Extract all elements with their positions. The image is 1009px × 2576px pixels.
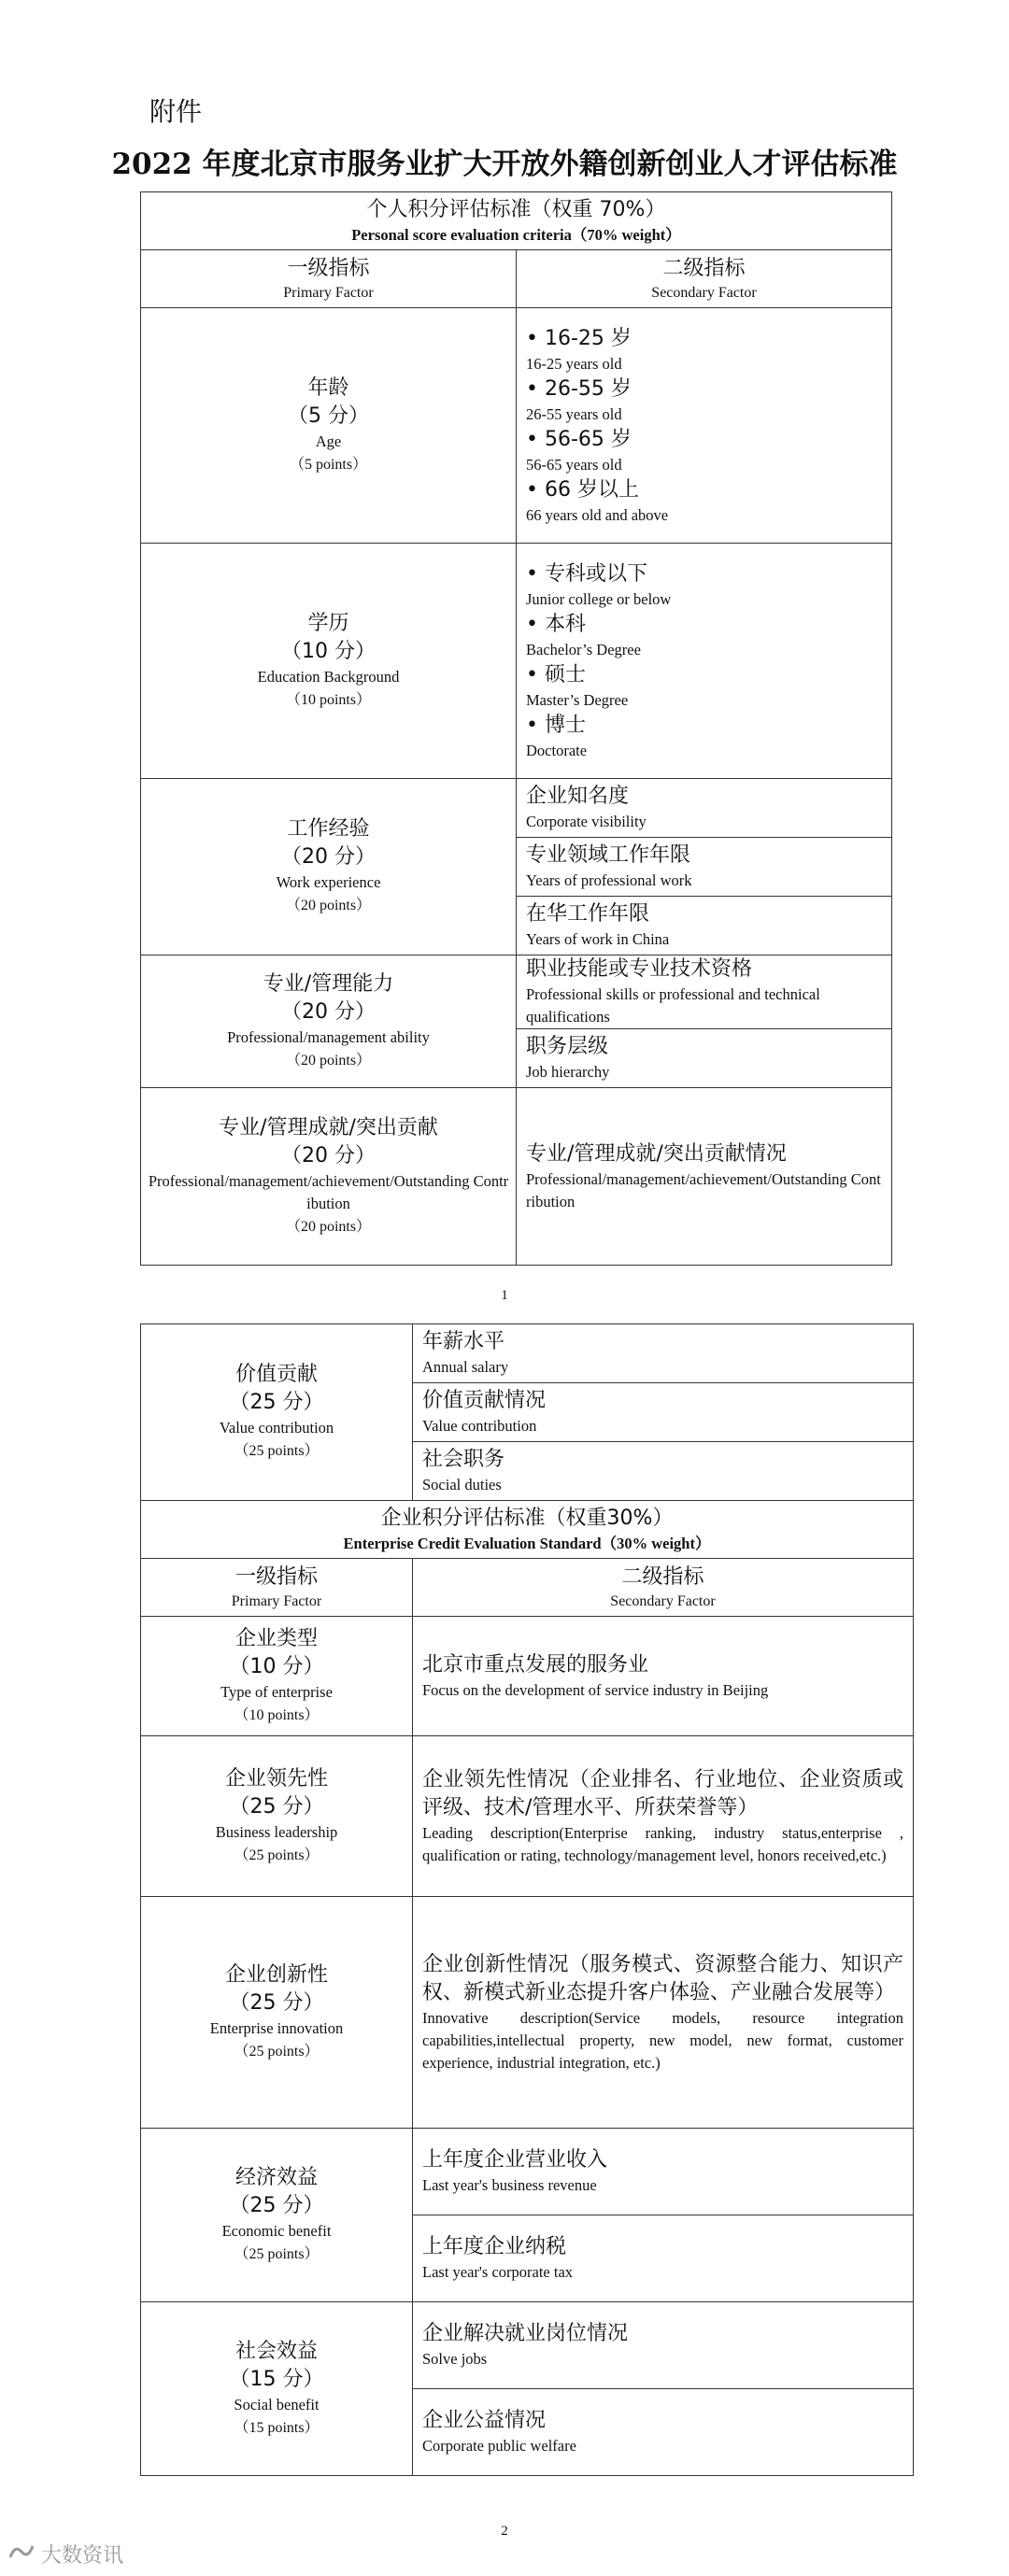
enterprise-title-en: Enterprise Credit Evaluation Standard（30% weight）	[343, 1534, 711, 1552]
list-item: • 专科或以下	[526, 560, 882, 588]
enterprise-section-header	[141, 1501, 914, 1559]
factor-points-zh: （5 分）	[288, 403, 369, 428]
factor-name-en: Type of enterprise	[220, 1682, 333, 1701]
watermark	[7, 2540, 123, 2569]
factor-points-zh: （20 分）	[281, 1143, 376, 1168]
list-item-en: Bachelor’s Degree	[526, 640, 641, 658]
factor-points-zh: （25 分）	[229, 1391, 324, 1414]
document-title: 2022 年度北京市服务业扩大开放外籍创新创业人才评估标准	[111, 148, 898, 181]
list-item: 企业知名度	[526, 785, 630, 808]
secondary-cell	[517, 1088, 892, 1266]
list-item-en: Corporate visibility	[526, 813, 647, 830]
primary-factor-en: Primary Factor	[283, 284, 374, 301]
factor-name-zh: 社会效益	[234, 2339, 318, 2363]
list-item: 职务层级	[526, 1035, 609, 1058]
table-row	[141, 308, 892, 544]
list-item: 专业领域工作年限	[526, 843, 691, 867]
list-item: • 硕士	[526, 661, 882, 689]
list-item-en: Junior college or below	[526, 589, 672, 608]
list-item-en: Innovative description(Service models, resource integration capabilities,intellectual property, new model, new format, customer experience, industrial integration, etc.)	[422, 2008, 903, 2072]
secondary-cell	[517, 955, 892, 1029]
primary-cell	[141, 544, 517, 779]
factor-points-en: （25 points）	[234, 1847, 320, 1863]
list-item: 北京市重点发展的服务业	[422, 1652, 649, 1677]
factor-name-zh: 价值贡献	[234, 1363, 318, 1386]
annex-label: 附件	[149, 96, 203, 127]
secondary-cell	[517, 897, 892, 955]
factor-points-en: （20 points）	[285, 1218, 372, 1235]
secondary-cell	[413, 1736, 914, 1897]
factor-name-en: Enterprise innovation	[209, 2018, 344, 2037]
list-item-en: Years of professional work	[526, 871, 692, 889]
primary-factor-en: Primary Factor	[231, 1592, 322, 1609]
secondary-factor-zh: 二级指标	[621, 1564, 704, 1589]
factor-name-en: Business leadership	[215, 1822, 338, 1841]
list-item: 上年度企业营业收入	[422, 2148, 608, 2172]
list-item-en: Years of work in China	[526, 930, 670, 948]
secondary-factor-header	[517, 250, 892, 308]
list-item: 职业技能或专业技术资格	[526, 957, 753, 981]
secondary-cell	[413, 1617, 914, 1736]
secondary-cell	[517, 779, 892, 838]
factor-name-en: Professional/management/achievement/Outstanding Contribution	[148, 1171, 509, 1212]
list-item-en: Annual salary	[422, 1358, 509, 1376]
factor-name-en: Education Background	[257, 667, 400, 686]
factor-points-en: （20 points）	[285, 898, 372, 913]
table-row	[141, 955, 892, 1029]
factor-points-en: （5 points）	[289, 456, 368, 473]
factor-points-zh: （10 分）	[229, 1654, 324, 1678]
table-row	[141, 1088, 892, 1266]
list-item-en: Focus on the development of service industry in Beijing	[422, 1680, 769, 1699]
list-item-en: Solve jobs	[422, 2350, 488, 2368]
factor-points-zh: （25 分）	[229, 1794, 324, 1819]
list-item-en: Last year's corporate tax	[422, 2263, 574, 2281]
list-item: 年薪水平	[422, 1330, 505, 1353]
secondary-cell	[517, 1029, 892, 1088]
secondary-cell	[413, 1442, 914, 1501]
list-item: 社会职务	[422, 1448, 505, 1471]
list-item-en: Value contribution	[422, 1417, 537, 1435]
enterprise-criteria-table	[140, 1323, 914, 2476]
factor-points-en: （25 points）	[234, 2043, 320, 2059]
list-item: • 56-65 岁	[526, 426, 882, 454]
secondary-cell	[517, 308, 892, 544]
primary-cell	[141, 1617, 413, 1736]
table-row	[141, 1897, 914, 2129]
factor-name-en: Work experience	[276, 873, 381, 891]
list-item-en: Corporate public welfare	[422, 2437, 576, 2455]
factor-points-zh: （25 分）	[229, 1990, 324, 2015]
factor-points-en: （10 points）	[285, 691, 372, 708]
watermark-logo-icon	[7, 2541, 36, 2569]
primary-cell	[141, 1736, 413, 1897]
secondary-cell	[413, 2129, 914, 2215]
factor-points-en: （20 points）	[285, 1052, 372, 1069]
secondary-cell	[413, 1383, 914, 1442]
secondary-factor-en: Secondary Factor	[651, 284, 757, 301]
primary-cell	[141, 1324, 413, 1501]
factor-name-zh: 年龄	[307, 375, 349, 400]
personal-title-zh: 个人积分评估标准（权重 70%）	[366, 197, 666, 221]
factor-points-zh: （20 分）	[281, 999, 376, 1024]
list-item-en: 56-65 years old	[526, 455, 622, 474]
factor-name-en: Value contribution	[219, 1419, 334, 1437]
secondary-cell	[413, 1897, 914, 2129]
secondary-factor-header	[413, 1559, 914, 1617]
factor-name-zh: 企业类型	[234, 1626, 318, 1650]
factor-name-zh: 学历	[307, 611, 349, 635]
factor-points-zh: （20 分）	[281, 845, 376, 869]
list-item-en: 66 years old and above	[526, 505, 669, 524]
list-item: 专业/管理成就/突出贡献情况	[526, 1141, 787, 1166]
list-item: 企业创新性情况（服务模式、资源整合能力、知识产权、新模式新业态提升客户体验、产业融合发展等）	[422, 1952, 903, 2004]
factor-points-en: （25 points）	[234, 1443, 320, 1459]
personal-title-en: Personal score evaluation criteria（70% weight）	[351, 225, 681, 244]
personal-criteria-table	[140, 191, 892, 1266]
factor-name-zh: 经济效益	[234, 2165, 318, 2189]
list-item: 在华工作年限	[526, 902, 650, 926]
list-item: 企业领先性情况（企业排名、行业地位、企业资质或评级、技术/管理水平、所获荣誉等）	[422, 1767, 903, 1819]
list-item: • 26-55 岁	[526, 375, 882, 403]
secondary-factor-zh: 二级指标	[662, 256, 746, 280]
table-row	[141, 1736, 914, 1897]
table-row	[141, 779, 892, 838]
factor-name-en: Professional/management ability	[227, 1027, 430, 1046]
factor-name-zh: 企业领先性	[224, 1766, 328, 1790]
table-row	[141, 2302, 914, 2389]
factor-name-zh: 专业/管理能力	[263, 971, 394, 996]
factor-name-zh: 专业/管理成就/突出贡献	[219, 1115, 438, 1139]
watermark-text: 大数资讯	[41, 2544, 124, 2568]
list-item-en: Social duties	[422, 1476, 502, 1493]
list-item-en: Doctorate	[526, 741, 588, 759]
table-row	[141, 1324, 914, 1383]
secondary-factor-en: Secondary Factor	[610, 1592, 716, 1609]
secondary-cell	[413, 2302, 914, 2389]
primary-cell	[141, 2129, 413, 2302]
primary-cell	[141, 955, 517, 1088]
list-item: 上年度企业纳税	[422, 2235, 567, 2258]
table-row	[141, 544, 892, 779]
secondary-cell	[517, 838, 892, 897]
list-item-en: Professional/management/achievement/Outstanding Contribution	[526, 1169, 881, 1210]
secondary-cell	[517, 544, 892, 779]
primary-cell	[141, 1897, 413, 2129]
factor-name-en: Age	[315, 432, 342, 450]
factor-points-en: （15 points）	[234, 2419, 320, 2436]
list-item: 价值贡献情况	[422, 1389, 547, 1412]
factor-name-en: Social benefit	[234, 2395, 320, 2413]
enterprise-title-zh: 企业积分评估标准（权重30%）	[380, 1506, 674, 1530]
secondary-cell	[413, 1324, 914, 1383]
secondary-cell	[413, 2389, 914, 2476]
list-item-en: Master’s Degree	[526, 690, 629, 709]
factor-name-zh: 工作经验	[287, 817, 370, 841]
list-item: • 66 岁以上	[526, 476, 882, 504]
primary-factor-header	[141, 1559, 413, 1617]
list-item-en: Last year's business revenue	[422, 2176, 597, 2194]
list-item-en: Professional skills or professional and technical qualifications	[526, 985, 820, 1026]
table-row	[141, 2129, 914, 2215]
list-item: • 16-25 岁	[526, 325, 882, 353]
factor-name-en: Economic benefit	[221, 2221, 332, 2240]
primary-cell	[141, 308, 517, 544]
table-row	[141, 1617, 914, 1736]
primary-cell	[141, 779, 517, 955]
factor-points-zh: （15 分）	[229, 2367, 324, 2391]
list-item-en: Job hierarchy	[526, 1063, 610, 1081]
primary-cell	[141, 1088, 517, 1266]
primary-cell	[141, 2302, 413, 2476]
list-item: 企业解决就业岗位情况	[422, 2322, 629, 2345]
factor-points-en: （25 points）	[234, 2245, 320, 2262]
personal-section-header	[141, 192, 892, 250]
list-item-en: 16-25 years old	[526, 354, 622, 373]
factor-points-en: （10 points）	[234, 1706, 320, 1723]
list-item-en: Leading description(Enterprise ranking, industry status,enterprise , qualification or rating, technology/management level, honors received,etc.)	[422, 1823, 903, 1864]
primary-factor-header	[141, 250, 517, 308]
primary-factor-zh: 一级指标	[234, 1564, 318, 1589]
primary-factor-zh: 一级指标	[287, 256, 370, 280]
list-item: 企业公益情况	[422, 2409, 547, 2432]
factor-points-zh: （10 分）	[281, 639, 376, 663]
list-item: • 博士	[526, 712, 882, 740]
list-item: • 本科	[526, 611, 882, 639]
list-item-en: 26-55 years old	[526, 404, 622, 423]
page-number: 2	[501, 2524, 508, 2539]
page-number: 1	[501, 1288, 508, 1303]
factor-name-zh: 企业创新性	[224, 1962, 328, 1987]
factor-points-zh: （25 分）	[229, 2193, 324, 2217]
secondary-cell	[413, 2215, 914, 2302]
